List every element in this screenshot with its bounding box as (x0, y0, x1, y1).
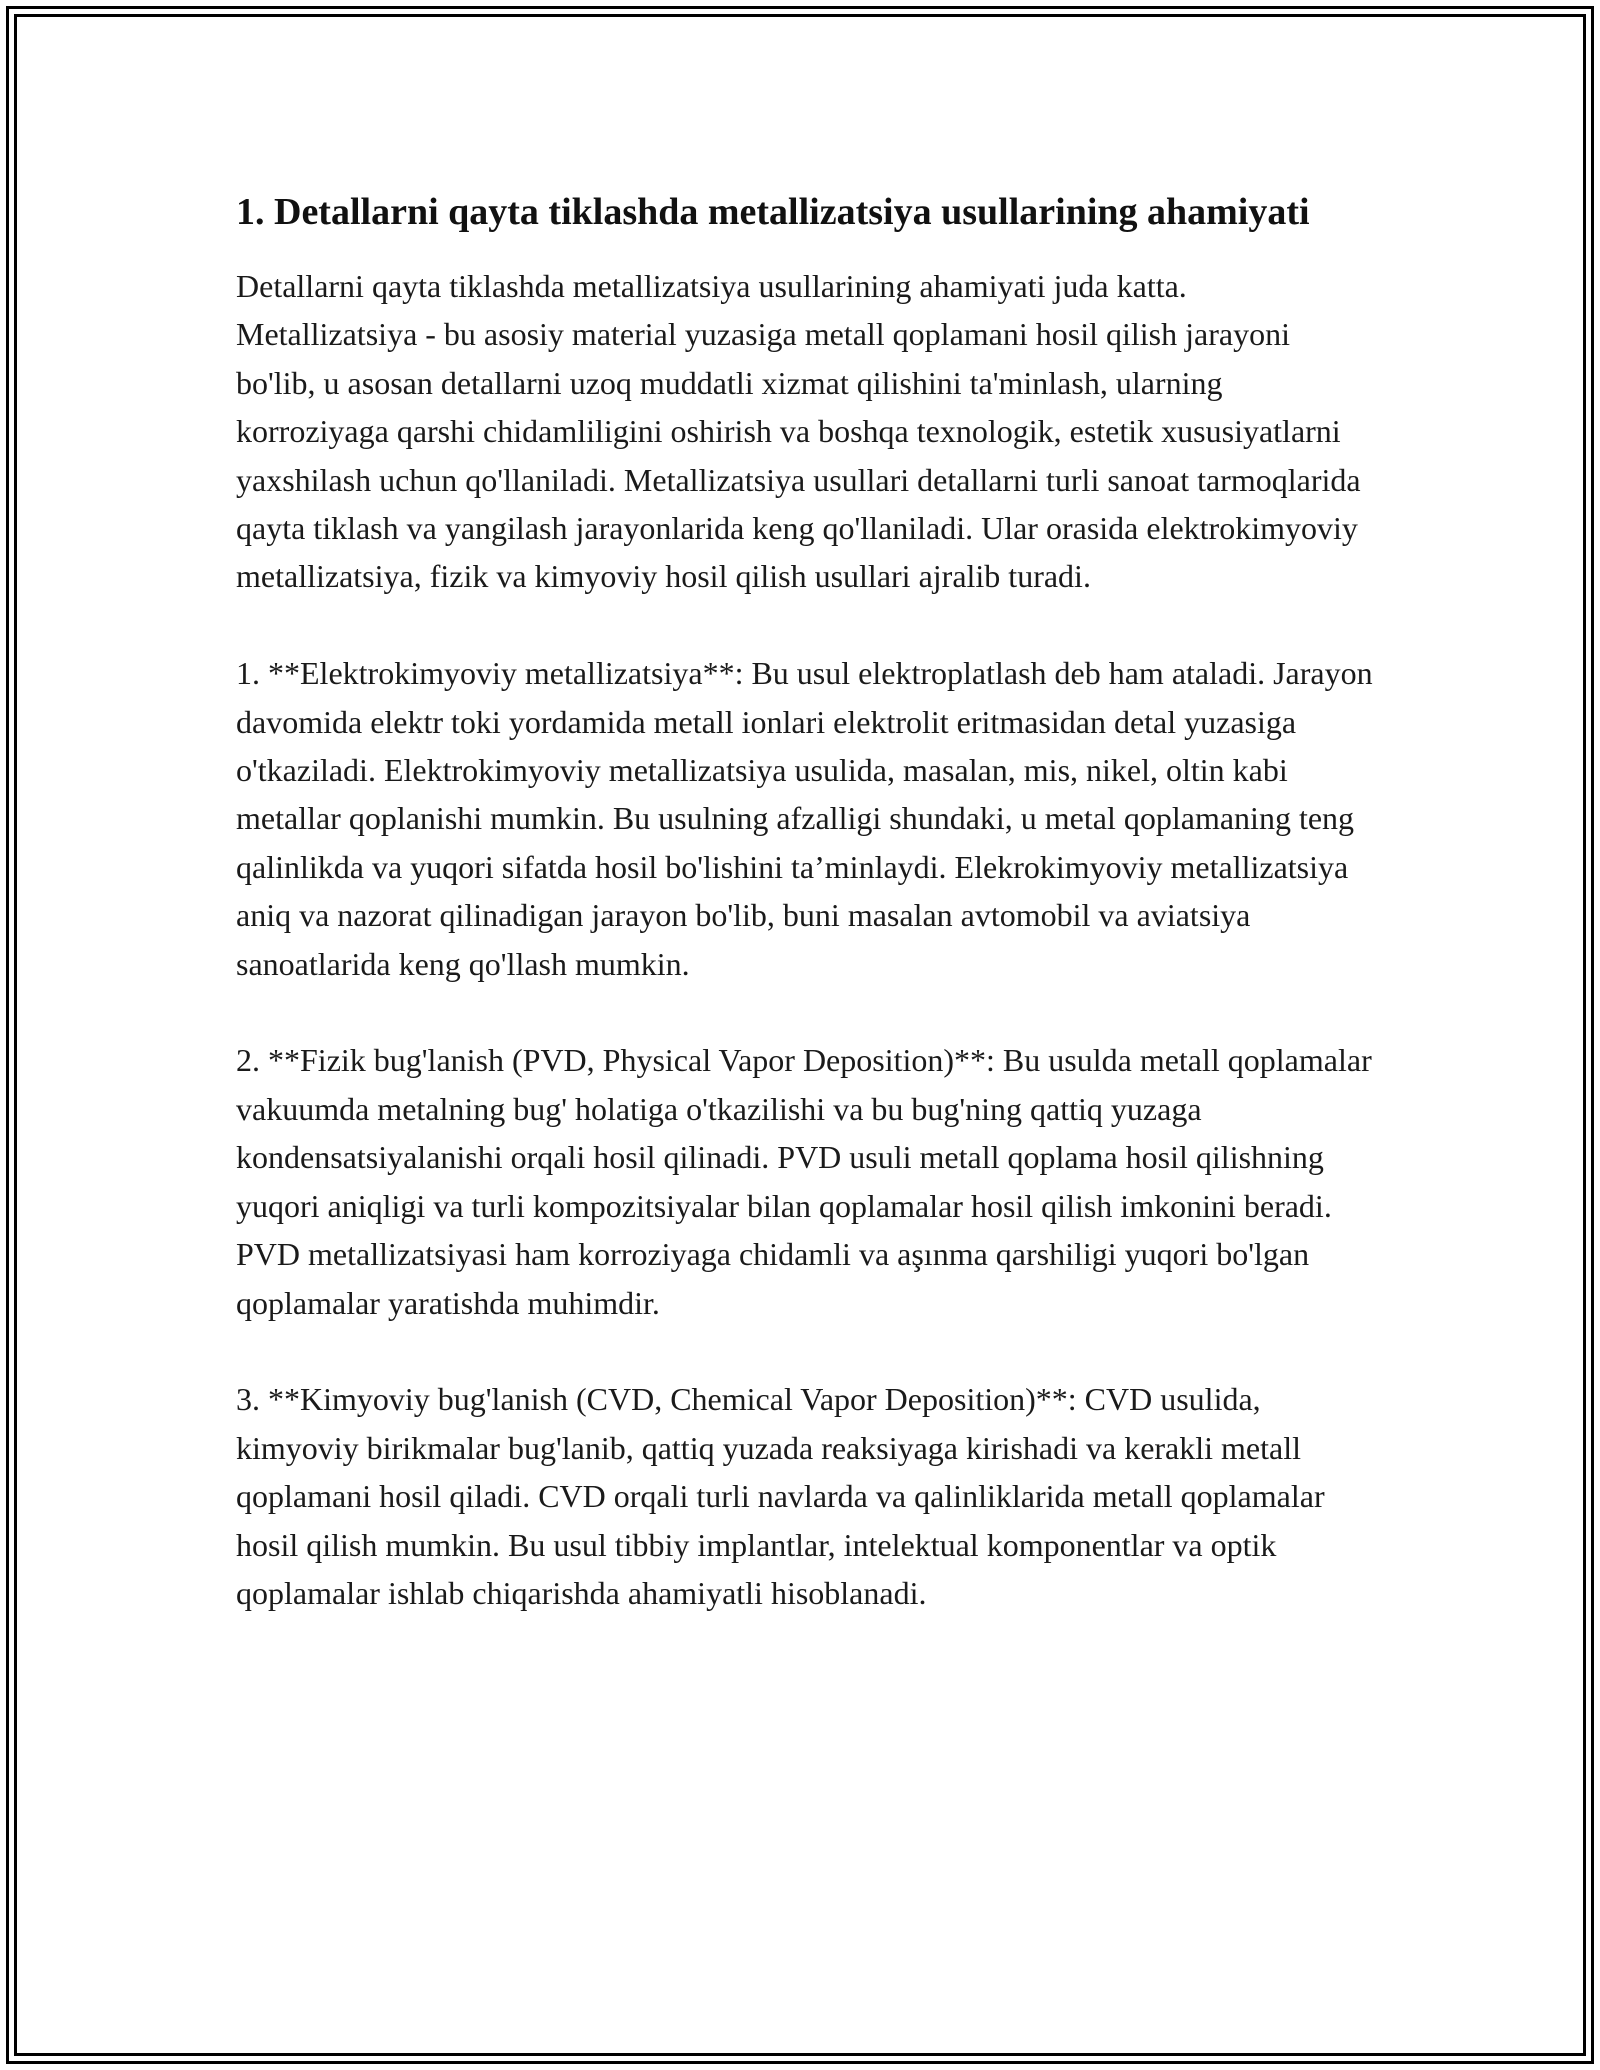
paragraph-pvd: 2. **Fizik bug'lanish (PVD, Physical Vapor Deposition)**: Bu usulda metall qoplamalar vakuumda metalning bug' holatiga o'tkazilishi va bu bug'ning qattiq yuzaga kondensatsiyalanishi orqali hosil qilinadi. PVD usuli metall qoplama hosil qilishning yuqori aniqligi va turli kompozitsiyalar bilan qoplamalar hosil qilish imkonini beradi. PVD metallizatsiyasi ham korroziyaga chidamli va aşınma qarshiligi yuqori bo'lgan qoplamalar yaratishda muhimdir. (236, 1042, 1372, 1321)
document-title: 1. Detallarni qayta tiklashda metallizatsiya usullarining ahamiyati (236, 191, 1310, 233)
paragraph-cvd: 3. **Kimyoviy bug'lanish (CVD, Chemical Vapor Deposition)**: CVD usulida, kimyoviy birikmalar bug'lanib, qattiq yuzada reaksiyaga kirishadi va kerakli metall qoplamani hosil qiladi. CVD orqali turli navlarda va qalinliklarida metall qoplamalar hosil qilish mumkin. Bu usul tibbiy implantlar, intelektual komponentlar va optik qoplamalar ishlab chiqarishda ahamiyatli hisoblanadi. (236, 1381, 1325, 1611)
document-body (236, 185, 1376, 1666)
paragraph-intro: Detallarni qayta tiklashda metallizatsiya usullarining ahamiyati juda katta. Metallizatsiya - bu asosiy material yuzasiga metall qoplamani hosil qilish jarayoni bo'lib, u asosan detallarni uzoq muddatli xizmat qilishini ta'minlash, ularning korroziyaga qarshi chidamliligini oshirish va boshqa texnologik, estetik xususiyatlarni yaxshilash uchun qo'llaniladi. Metallizatsiya usullari detallarni turli sanoat tarmoqlarida qayta tiklash va yangilash jarayonlarida keng qo'llaniladi. Ular orasida elektrokimyoviy metallizatsiya, fizik va kimyoviy hosil qilish usullari ajralib turadi. (236, 268, 1361, 595)
paragraph-electrochemical: 1. **Elektrokimyoviy metallizatsiya**: Bu usul elektroplatlash deb ham ataladi. Jarayon davomida elektr toki yordamida metall ionlari elektrolit eritmasidan detal yuzasiga o'tkaziladi. Elektrokimyoviy metallizatsiya usulida, masalan, mis, nikel, oltin kabi metallar qoplanishi mumkin. Bu usulning afzalligi shundaki, u metal qoplamaning teng qalinlikda va yuqori sifatda hosil bo'lishini ta’minlaydi. Elekrokimyoviy metallizatsiya aniq va nazorat qilinadigan jarayon bo'lib, buni masalan avtomobil va aviatsiya sanoatlarida keng qo'llash mumkin. (236, 655, 1373, 982)
